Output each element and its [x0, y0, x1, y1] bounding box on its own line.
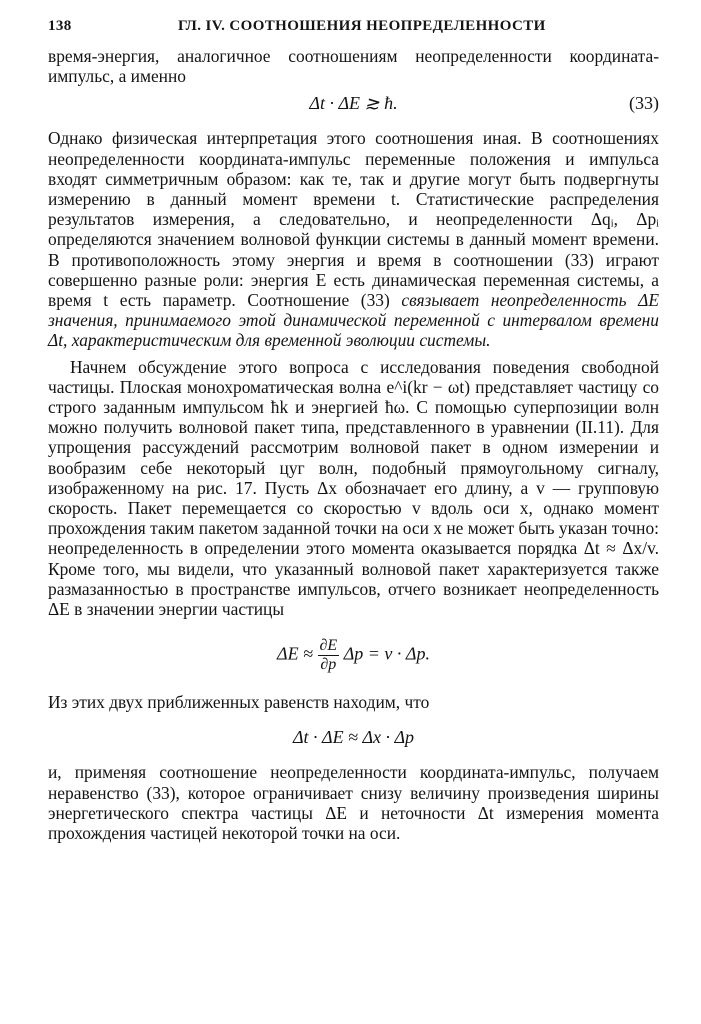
paragraph-conclusion: и, применяя соотношение неопределенности координата-импульс, получаем неравенство (33), которое ограничивает снизу величину произведения ширины энергетического спектра частицы ΔE и неточности Δt измерения момента прохождения частицей некоторой точки на оси. — [48, 762, 659, 844]
paragraph-intro: время-энергия, аналогичное соотношениям неопределенности координата-импульс, а именно — [48, 46, 659, 87]
equation-energy-left: ΔE ≈ — [277, 643, 313, 664]
equation-energy-uncertainty — [48, 637, 659, 674]
equation-33 — [48, 92, 659, 114]
paragraph-free-particle: Начнем обсуждение этого вопроса с исследования поведения свободной частицы. Плоская монохроматическая волна e^i(kr − ωt) представляет частицу со строго заданным импульсом ħk и энергией ħω. С помощью суперпозиции волн можно получить волновой пакет типа, представленного в уравнении (II.11). Для упрощения рассуждений рассмотрим волновой пакет в одном измерении и вообразим себе некоторый цуг волн, подобный прямоугольному сигналу, изображенному на рис. 17. Пусть Δx обозначает его длину, а v — групповую скорость. Пакет перемещается со скоростью v вдоль оси x, однако момент прохождения таким пакетом заданной точки на оси x не может быть указан точно: неопределенность в определении этого момента оказывается порядка Δt ≈ Δx/v. Кроме того, мы видели, что указанный волновой пакет характеризуется также размазанностью в пространстве импульсов, отчего возникает неопределенность ΔE в значении энергии частицы — [48, 356, 659, 620]
fraction-denominator: ∂p — [320, 656, 337, 674]
equation-energy-right: Δp = v · Δp. — [343, 643, 430, 664]
running-title: ГЛ. IV. СООТНОШЕНИЯ НЕОПРЕДЕЛЕННОСТИ — [178, 18, 546, 34]
paragraph-interpretation-text: Однако физическая интерпретация этого соотношения иная. В соотношениях неопределенности координата-импульс переменные положения и импульса входят симметричным образом: как те, так и другие могут быть подвергнуты измерению в данный момент времени t. Статистические распределения результатов измерения, а следовательно, и неопределенности Δqᵢ, Δpᵢ определяются значением волновой функции системы в данный момент времени. В противоположность этому энергия и время в соотношении (33) играют совершенно разные роли: энергия E есть динамическая переменная системы, а время t есть параметр. Соотношение (33) — [48, 128, 659, 311]
equation-33-number: (33) — [629, 93, 659, 114]
equation-33-body: Δt · ΔE ≳ ħ. — [309, 93, 398, 114]
equation-product — [48, 726, 659, 748]
page-number: 138 — [48, 18, 72, 34]
paragraph-interpretation-emphasis: связывает неопределенность ΔE значения, принимаемого этой динамической переменной с интервалом времени Δt, характеристическим для временной эволюции системы. — [48, 290, 660, 351]
paragraph-two-relations: Из этих двух приближенных равенств находим, что — [48, 692, 430, 713]
equation-energy-fraction — [318, 637, 340, 674]
book-page — [48, 18, 659, 1018]
paragraph-interpretation — [48, 128, 659, 350]
equation-product-body: Δt · ΔE ≈ Δx · Δp — [292, 727, 415, 748]
page-header — [48, 18, 659, 46]
fraction-numerator: ∂E — [319, 637, 338, 655]
